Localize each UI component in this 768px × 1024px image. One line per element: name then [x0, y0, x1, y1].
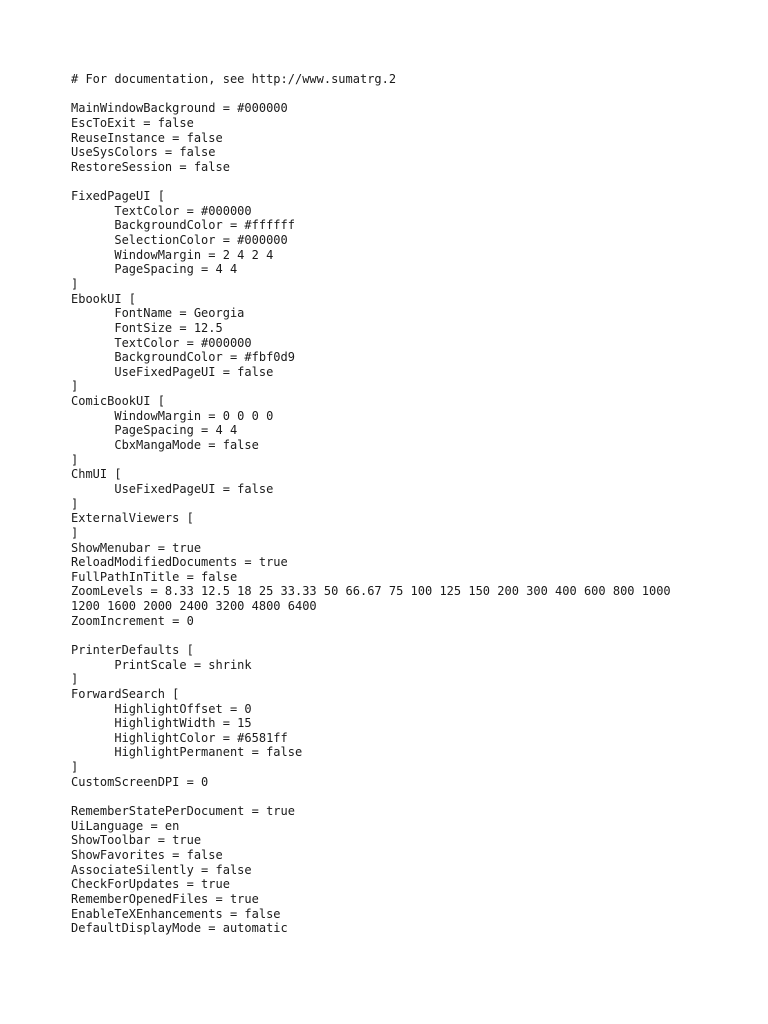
text-line: ShowToolbar = true — [71, 833, 202, 848]
text-line: ] — [71, 672, 79, 687]
text-line: CustomScreenDPI = 0 — [71, 774, 209, 789]
text-line: MainWindowBackground = #000000 — [71, 101, 288, 116]
text-line: SelectionColor = #000000 — [71, 233, 288, 248]
text-line: AssociateSilently = false — [71, 862, 252, 877]
text-line: UseFixedPageUI = false — [71, 364, 274, 379]
text-line: ChmUI [ — [71, 467, 122, 482]
text-line: UseFixedPageUI = false — [71, 481, 274, 496]
text-line: ComicBookUI [ — [71, 394, 165, 409]
text-line: WindowMargin = 2 4 2 4 — [71, 247, 274, 262]
text-line: ShowMenubar = true — [71, 540, 202, 555]
settings-document — [71, 72, 761, 936]
text-line: ] — [71, 452, 79, 467]
text-line: CheckForUpdates = true — [71, 877, 230, 892]
text-line: HighlightPermanent = false — [71, 745, 303, 760]
text-line: HighlightWidth = 15 — [71, 716, 252, 731]
text-line: FixedPageUI [ — [71, 189, 165, 204]
text-line: HighlightColor = #6581ff — [71, 730, 288, 745]
text-line: HighlightOffset = 0 — [71, 701, 252, 716]
text-line: ] — [71, 760, 79, 775]
blank-line — [71, 174, 761, 189]
text-line: ForwardSearch [ — [71, 686, 180, 701]
text-line: PrintScale = shrink — [71, 657, 252, 672]
text-line: EscToExit = false — [71, 115, 194, 130]
text-line: FontSize = 12.5 — [71, 320, 223, 335]
text-line: RestoreSession = false — [71, 159, 230, 174]
text-line: FontName = Georgia — [71, 306, 245, 321]
text-line: ] — [71, 496, 79, 511]
text-line: ExternalViewers [ — [71, 511, 194, 526]
text-line: TextColor = #000000 — [71, 335, 252, 350]
text-line: ] — [71, 525, 79, 540]
text-line: DefaultDisplayMode = automatic — [71, 921, 288, 936]
text-line: UseSysColors = false — [71, 145, 216, 160]
text-line: PageSpacing = 4 4 — [71, 423, 238, 438]
text-line: BackgroundColor = #fbf0d9 — [71, 350, 295, 365]
text-line: RememberOpenedFiles = true — [71, 891, 259, 906]
text-line: 1200 1600 2000 2400 3200 4800 6400 — [71, 599, 317, 614]
text-line: CbxMangaMode = false — [71, 438, 259, 453]
text-line: ShowFavorites = false — [71, 847, 223, 862]
text-line: BackgroundColor = #ffffff — [71, 218, 295, 233]
text-line: ] — [71, 379, 79, 394]
text-line: ReloadModifiedDocuments = true — [71, 555, 288, 570]
text-line: ReuseInstance = false — [71, 130, 223, 145]
text-line: PrinterDefaults [ — [71, 642, 194, 657]
blank-line — [71, 87, 761, 102]
text-line: FullPathInTitle = false — [71, 569, 238, 584]
text-line: ] — [71, 276, 79, 291]
text-line: ZoomLevels = 8.33 12.5 18 25 33.33 50 66.67 75 100 125 150 200 300 400 600 800 1000 — [71, 584, 671, 599]
text-line: ZoomIncrement = 0 — [71, 613, 194, 628]
blank-line — [71, 789, 761, 804]
text-line: PageSpacing = 4 4 — [71, 262, 238, 277]
text-line: RememberStatePerDocument = true — [71, 804, 295, 819]
text-line: UiLanguage = en — [71, 818, 180, 833]
blank-line — [71, 628, 761, 643]
text-line: EbookUI [ — [71, 291, 137, 306]
text-line: WindowMargin = 0 0 0 0 — [71, 408, 274, 423]
text-line: EnableTeXEnhancements = false — [71, 906, 281, 921]
text-line: # For documentation, see http://www.sumatrg.2 — [71, 72, 397, 86]
text-line: TextColor = #000000 — [71, 203, 252, 218]
